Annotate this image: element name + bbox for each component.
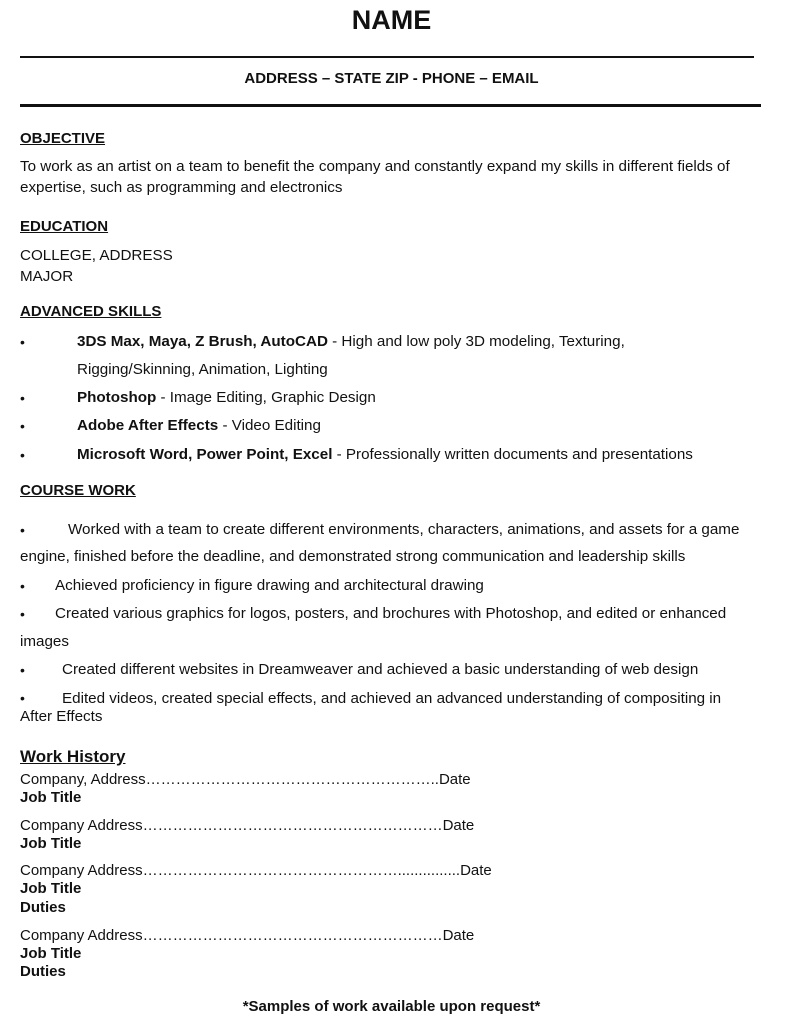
objective-heading: OBJECTIVE — [20, 130, 106, 147]
samples-note: *Samples of work available upon request* — [242, 998, 541, 1015]
skill-item — [77, 415, 321, 436]
skill-item — [77, 444, 693, 465]
work-entry-duties: Duties — [20, 899, 66, 916]
coursework-item-line: Edited videos, created special effects, and achieved an advanced understanding of compositing in — [62, 690, 722, 707]
coursework-bullet: • — [20, 578, 25, 594]
coursework-item-line: Created various graphics for logos, posters, and brochures with Photoshop, and edited or enhanced — [55, 605, 727, 622]
objective-text-line-1: To work as an artist on a team to benefit the company and constantly expand my skills in different fields of — [20, 158, 730, 175]
skill-description: - Image Editing, Graphic Design — [156, 389, 376, 406]
resume-name: NAME — [351, 5, 432, 35]
work-entry-duties: Duties — [20, 963, 66, 980]
skills-bullet: • — [20, 334, 25, 350]
skill-description: - High and low poly 3D modeling, Texturing, — [327, 333, 625, 350]
skill-item-continuation: Rigging/Skinning, Animation, Lighting — [77, 361, 328, 378]
education-college: COLLEGE, ADDRESS — [20, 247, 173, 264]
skill-item — [77, 331, 625, 352]
work-entry-company: Company Address……………………………………………………Date — [20, 817, 475, 834]
skill-name: Photoshop — [77, 389, 157, 406]
objective-text-line-2: expertise, such as programming and electronics — [20, 179, 343, 196]
header-divider-top — [20, 56, 754, 58]
skills-heading: ADVANCED SKILLS — [20, 303, 162, 320]
coursework-item-line: Worked with a team to create different environments, characters, animations, and assets for a game — [68, 521, 740, 538]
work-entry-title: Job Title — [20, 835, 82, 852]
skills-bullet: • — [20, 390, 25, 406]
work-entry-company: Company, Address…………………………………………………..Date — [20, 771, 471, 788]
skills-bullet: • — [20, 418, 25, 434]
work-entry-title: Job Title — [20, 945, 82, 962]
skill-name: 3DS Max, Maya, Z Brush, AutoCAD — [77, 333, 328, 350]
education-heading: EDUCATION — [20, 218, 109, 235]
coursework-bullet: • — [20, 606, 25, 622]
skill-item — [77, 387, 376, 408]
coursework-bullet: • — [20, 662, 25, 678]
skill-description: - Professionally written documents and presentations — [332, 446, 693, 463]
header-divider-bottom — [20, 104, 761, 107]
coursework-item-line: Created different websites in Dreamweaver and achieved a basic understanding of web design — [62, 661, 699, 678]
coursework-item-line: images — [20, 633, 69, 650]
coursework-item-line: engine, finished before the deadline, and demonstrated strong communication and leadership skills — [20, 548, 686, 565]
work-entry-company: Company Address……………………………………………………Date — [20, 927, 475, 944]
work-entry-company: Company Address……………………………………………...............Date — [20, 862, 492, 879]
skill-name: Microsoft Word, Power Point, Excel — [77, 446, 333, 463]
work-entry-title: Job Title — [20, 789, 82, 806]
skill-description: - Video Editing — [218, 417, 321, 434]
work-entry-title: Job Title — [20, 880, 82, 897]
coursework-bullet: • — [20, 522, 25, 538]
coursework-bullet: • — [20, 690, 25, 706]
skill-name: Adobe After Effects — [77, 417, 219, 434]
work-history-heading: Work History — [20, 747, 126, 766]
coursework-item-line: Achieved proficiency in figure drawing and architectural drawing — [55, 577, 484, 594]
coursework-item-line: After Effects — [20, 708, 103, 725]
skills-bullet: • — [20, 447, 25, 463]
coursework-heading: COURSE WORK — [20, 482, 136, 499]
education-major: MAJOR — [20, 268, 74, 285]
contact-line: ADDRESS – STATE ZIP - PHONE – EMAIL — [244, 70, 539, 87]
